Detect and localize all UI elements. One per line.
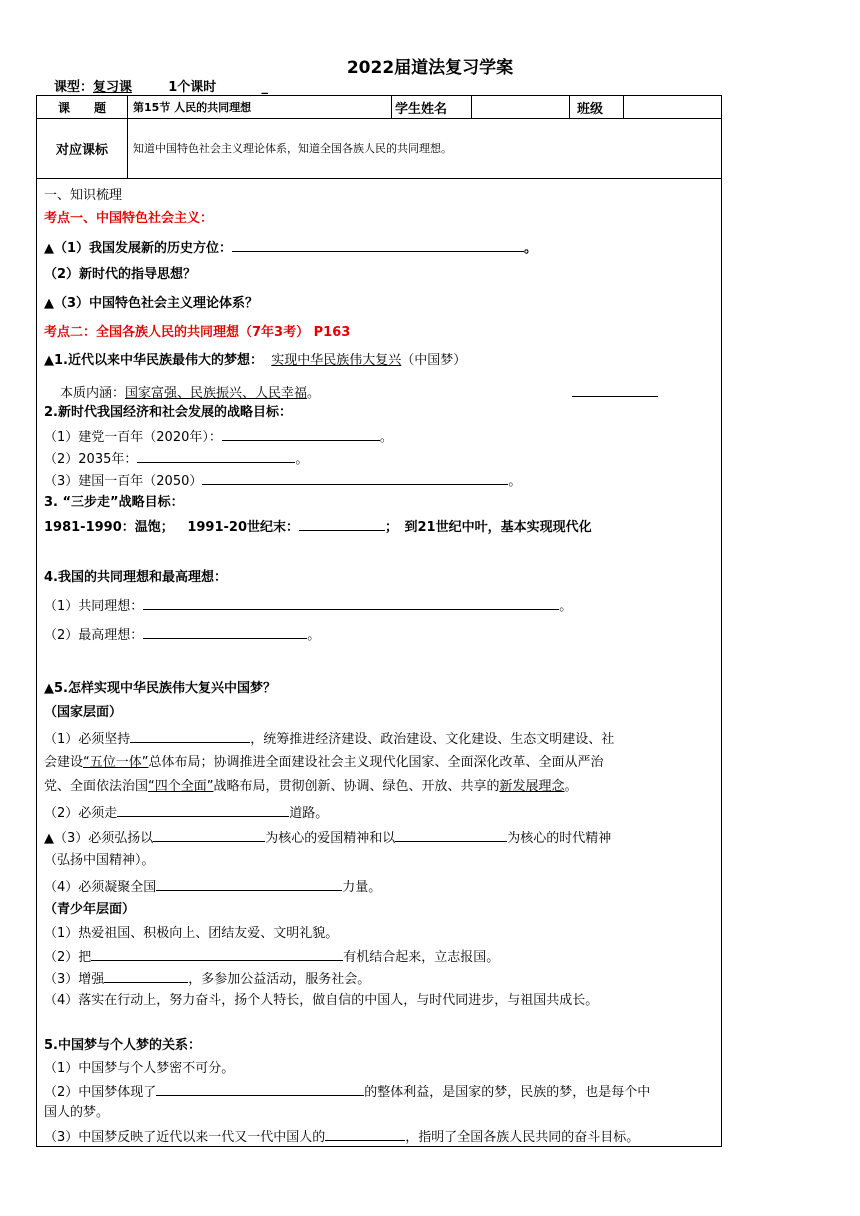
national-1a: （1）必须坚持 ，统筹推进经济建设、政治建设、文化建设、生态文明建设、社 [44,732,615,747]
student-name-label: 学生姓名 [395,101,448,117]
question-1: ▲（1）我国发展新的历史方位： 。 [44,241,538,256]
question-2: （2）新时代的指导思想？ [44,267,197,282]
highest-ideal: （2）最高理想： 。 [44,628,321,643]
standard-label: 对应课标 [55,142,108,158]
national-4: （4）必须凝聚全国 力量。 [44,880,382,895]
national-3b: （弘扬中国精神）。 [44,853,155,868]
national-1c: 党、全面依法治国“四个全面”战略布局，贯彻创新、协调、绿色、开放、共享的新发展理念。 [44,779,578,794]
standard-value: 知道中国特色社会主义理论体系，知道全国各族人民的共同理想。 [133,142,452,155]
question-3: ▲（3）中国特色社会主义理论体系？ [44,296,259,311]
item-essence: 本质内涵：国家富强、民族振兴、人民幸福。 [60,384,658,403]
class-label: 班级 [577,101,604,117]
relation-3: （3）中国梦反映了近代以来一代又一代中国人的 ，指明了全国各族人民共同的奋斗目标。 [44,1130,640,1145]
national-level: （国家层面） [44,705,123,720]
relation-2: （2）中国梦体现了 的整体利益，是国家的梦，民族的梦，也是每个中 [44,1085,651,1100]
youth-1: （1）热爱祖国、积极向上、团结友爱、文明礼貌。 [44,926,339,941]
key-point-1: 考点一、中国特色社会主义： [44,211,214,226]
relation-1: （1）中国梦与个人梦密不可分。 [44,1061,235,1076]
ideals-heading: 4.我国的共同理想和最高理想： [44,570,227,585]
goal-2020: （1）建党一百年（2020年）： 。 [44,430,393,445]
student-name-field[interactable] [473,96,567,118]
item-goals: 2.新时代我国经济和社会发展的战略目标： [44,405,292,420]
key-point-2: 考点二：全国各族人民的共同理想（7年3考） P163 [44,325,351,340]
youth-2: （2）把 有机结合起来，立志报国。 [44,950,500,965]
topic-label: 课 题 [57,100,106,115]
youth-4: （4）落实在行动上，努力奋斗，扬个人特长，做自信的中国人，与时代同进步，与祖国共成长。 [44,993,599,1008]
youth-level: （青少年层面） [44,902,136,917]
goal-2035: （2）2035年： 。 [44,452,309,467]
lesson-meta: 课型：复习课 1个课时 _ [54,80,269,95]
three-steps: 3. “三步走”战略目标： [44,495,184,510]
national-2: （2）必须走 道路。 [44,806,329,821]
topic-value: 第15节 人民的共同理想 [133,101,252,114]
section-heading: 一、知识梳理 [44,188,123,203]
youth-3: （3）增强 ，多参加公益活动，服务社会。 [44,972,371,987]
item-dream: ▲1.近代以来中华民族最伟大的梦想： 实现中华民族伟大复兴（中国梦） [44,353,467,368]
page-title: 2022届道法复习学案 [346,58,514,78]
how-to-realize: ▲5.怎样实现中华民族伟大复兴中国梦？ [44,681,276,696]
goal-2050: （3）建国一百年（2050） 。 [44,474,522,489]
class-field[interactable] [625,96,721,118]
national-1b: 会建设“五位一体”总体布局；协调推进全面建设社会主义现代化国家、全面深化改革、全面从严治 [44,755,604,770]
relation-2b: 国人的梦。 [44,1105,110,1120]
national-3: ▲（3）必须弘扬以 为核心的爱国精神和以 为核心的时代精神 [44,831,612,846]
common-ideal: （1）共同理想： 。 [44,599,573,614]
three-steps-detail: 1981-1990：温饱； 1991-20世纪末： ； 到21世纪中叶，基本实现现代化 [44,520,592,535]
relation-heading: 5.中国梦与个人梦的关系： [44,1038,201,1053]
